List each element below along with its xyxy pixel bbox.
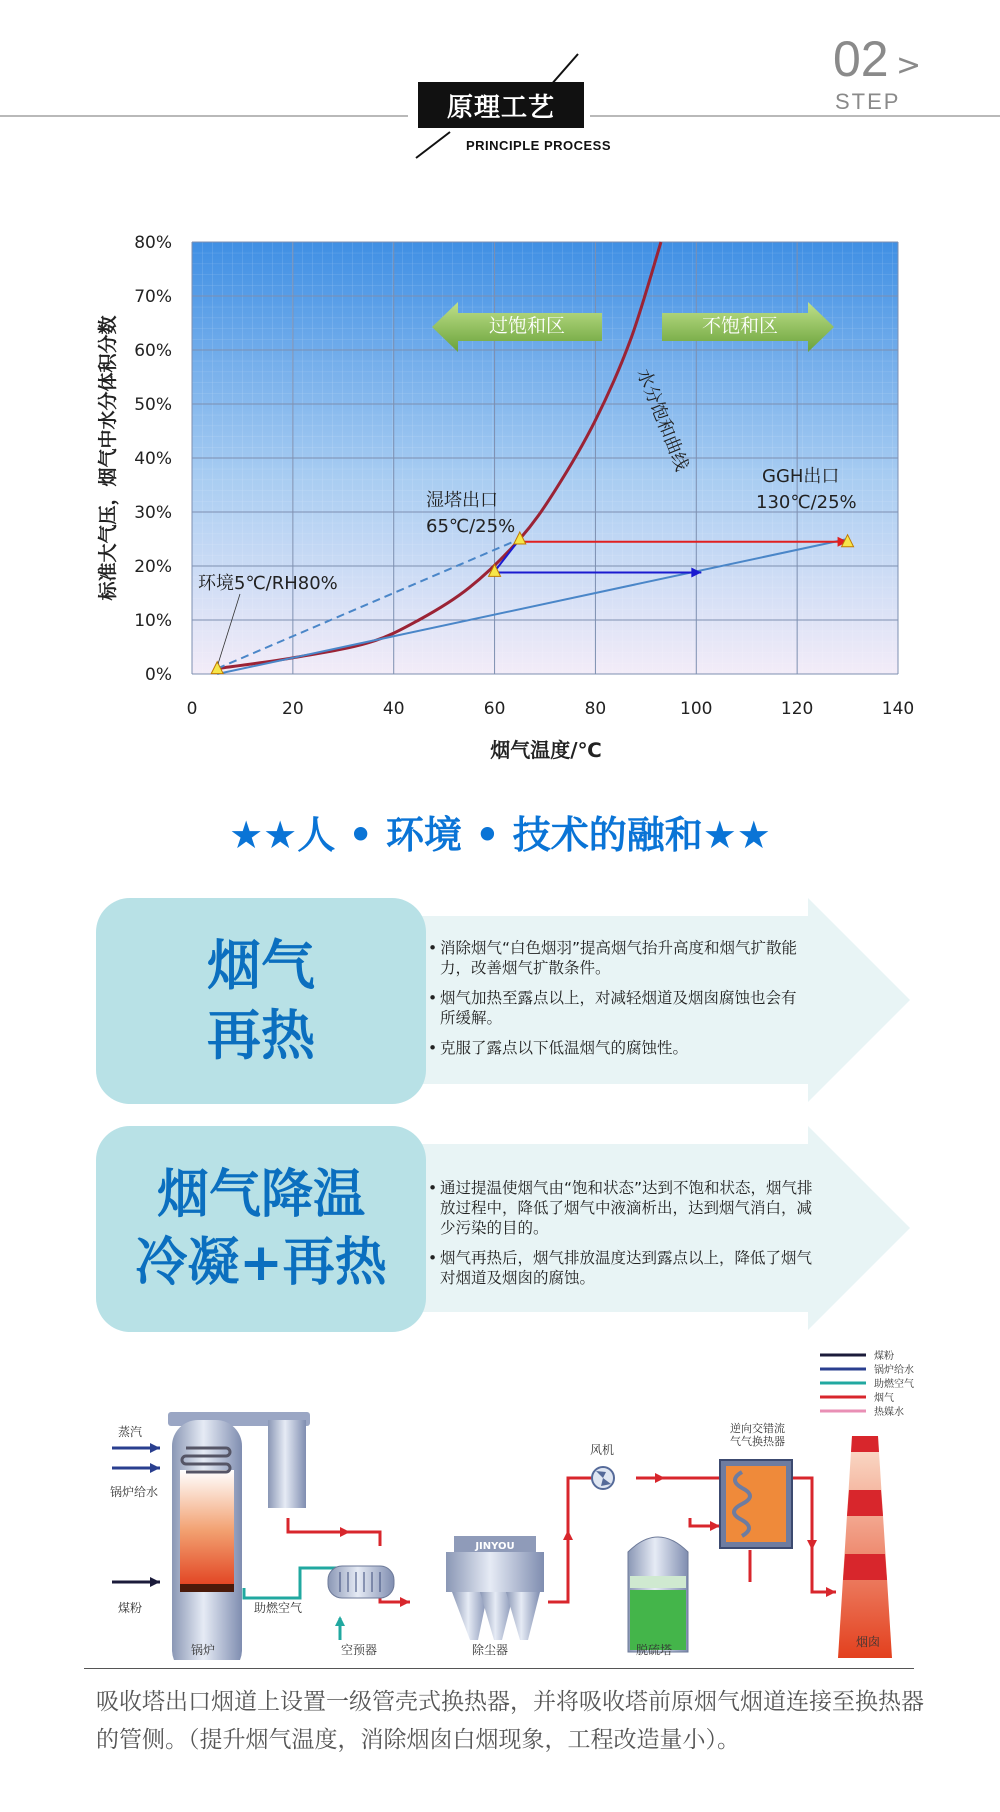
label-air-preheater: 空预器 — [341, 1643, 378, 1657]
unsaturated-region-label: 不饱和区 — [701, 315, 779, 337]
x-axis-title: 烟气温度/℃ — [490, 738, 602, 762]
x-tick-label: 80 — [584, 699, 607, 719]
legend-flue-gas: 烟气 — [874, 1393, 894, 1404]
dust-collector-brand: JINYOU — [475, 1541, 515, 1552]
x-tick-label: 120 — [780, 699, 814, 719]
label-coal: 煤粉 — [118, 1601, 143, 1615]
info-block-1-bullet: • 消除烟气“白色烟羽”提高烟气抬升高度和烟气扩散能力，改善烟气扩散条件。 — [428, 938, 808, 978]
info-block-1-title-line2: 再热 — [207, 1004, 315, 1067]
x-tick-label: 40 — [382, 699, 405, 719]
label-fan: 风机 — [590, 1443, 615, 1457]
y-tick-label: 0% — [145, 665, 172, 685]
legend-heat-medium-water: 热媒水 — [874, 1407, 904, 1418]
ggh-heat-exchanger — [720, 1460, 792, 1548]
step-label: STEP — [835, 89, 901, 114]
boiler — [168, 1412, 310, 1660]
legend-coal: 煤粉 — [874, 1351, 894, 1362]
label-steam: 蒸汽 — [118, 1425, 143, 1439]
y-tick-label: 50% — [134, 395, 172, 415]
desulfurization-tower — [628, 1537, 688, 1652]
wet-tower-value: 65℃/25% — [426, 516, 516, 537]
y-tick-label: 10% — [134, 611, 172, 631]
wet-tower-annotation: 湿塔出口 — [426, 490, 498, 511]
y-tick-label: 80% — [134, 233, 172, 253]
label-boiler: 锅炉 — [191, 1643, 216, 1657]
chimney — [838, 1436, 892, 1658]
boiler-input-arrows — [150, 1443, 160, 1587]
y-axis-title: 标准大气压，烟气中水分体积分数 — [97, 315, 119, 601]
label-desulfurization: 脱硫塔 — [636, 1643, 673, 1657]
fan-icon — [592, 1467, 614, 1489]
info-block-2-title-line1: 烟气降温 — [156, 1165, 365, 1225]
x-tick-label: 0 — [186, 699, 198, 719]
y-tick-label: 30% — [134, 503, 172, 523]
air-preheater — [328, 1566, 394, 1598]
header-rule-left — [0, 115, 408, 117]
x-tick-label: 100 — [680, 699, 713, 719]
ambient-annotation: 环境5℃/RH80% — [198, 573, 338, 594]
dust-collector — [446, 1536, 544, 1640]
combustion-air-arrow-icon — [335, 1616, 345, 1626]
label-feedwater: 锅炉给水 — [110, 1485, 159, 1499]
process-note: 吸收塔出口烟道上设置一级管壳式换热器，并将吸收塔前原烟气烟道连接至换热器的管侧。（提升烟气温度，消除烟囱白烟现象，工程改造量小）。 — [96, 1689, 924, 1753]
x-tick-label: 140 — [881, 699, 915, 719]
y-tick-label: 70% — [134, 287, 172, 307]
motto-heading: ★★人 • 环境 • 技术的融和★★ — [229, 813, 771, 857]
label-chimney: 烟囱 — [856, 1635, 881, 1649]
oversaturated-region-label: 过饱和区 — [488, 315, 566, 337]
label-combustion-air: 助燃空气 — [254, 1601, 303, 1615]
step-arrow-icon[interactable]: > — [896, 48, 922, 83]
y-tick-label: 60% — [134, 341, 172, 361]
step-number: 02 — [833, 31, 889, 87]
info-block-1-title — [96, 898, 426, 1104]
info-block-2-bullet: • 通过提温使烟气由“饱和状态”达到不饱和状态，烟气排放过程中，降低了烟气中液滴析出，达到烟气消白，减少污染的目的。 — [428, 1178, 818, 1238]
process-legend — [820, 1349, 914, 1418]
info-block-2-title — [96, 1126, 426, 1332]
info-block-2-bullets — [428, 1178, 818, 1298]
curve-annotation: 水分饱和曲线 — [632, 366, 693, 475]
ggh-annotation: GGH出口 — [762, 466, 840, 487]
y-tick-label: 20% — [134, 557, 172, 577]
info-block-1-bullet: • 烟气加热至露点以上，对减轻烟道及烟囱腐蚀也会有所缓解。 — [428, 988, 808, 1028]
bottom-divider — [84, 1668, 914, 1669]
legend-feedwater: 锅炉给水 — [874, 1365, 914, 1376]
section-subtitle: PRINCIPLE PROCESS — [466, 138, 612, 153]
info-block-1-bullet: • 克服了露点以下低温烟气的腐蚀性。 — [428, 1038, 808, 1058]
legend-combustion-air: 助燃空气 — [874, 1379, 914, 1390]
info-block-1-title-line1: 烟气 — [207, 934, 315, 997]
x-tick-label: 20 — [282, 699, 304, 719]
x-tick-label: 60 — [483, 699, 506, 719]
section-title-badge: 原理工艺 — [418, 82, 584, 128]
info-block-2-bullet: • 烟气再热后，烟气排放温度达到露点以上，降低了烟气对烟道及烟囱的腐蚀。 — [428, 1248, 818, 1288]
label-ggh: 逆向交错流 气气换热器 — [730, 1422, 785, 1448]
saturation-chart — [0, 220, 1000, 780]
y-tick-label: 40% — [134, 449, 172, 469]
header-rule-right — [590, 115, 1000, 117]
label-dust-collector: 除尘器 — [472, 1643, 509, 1657]
info-block-2-title-line2: 冷凝+再热 — [135, 1233, 387, 1293]
process-flow-diagram — [0, 1340, 1000, 1660]
info-block-1-bullets — [428, 938, 808, 1068]
ggh-value: 130℃/25% — [756, 492, 857, 513]
